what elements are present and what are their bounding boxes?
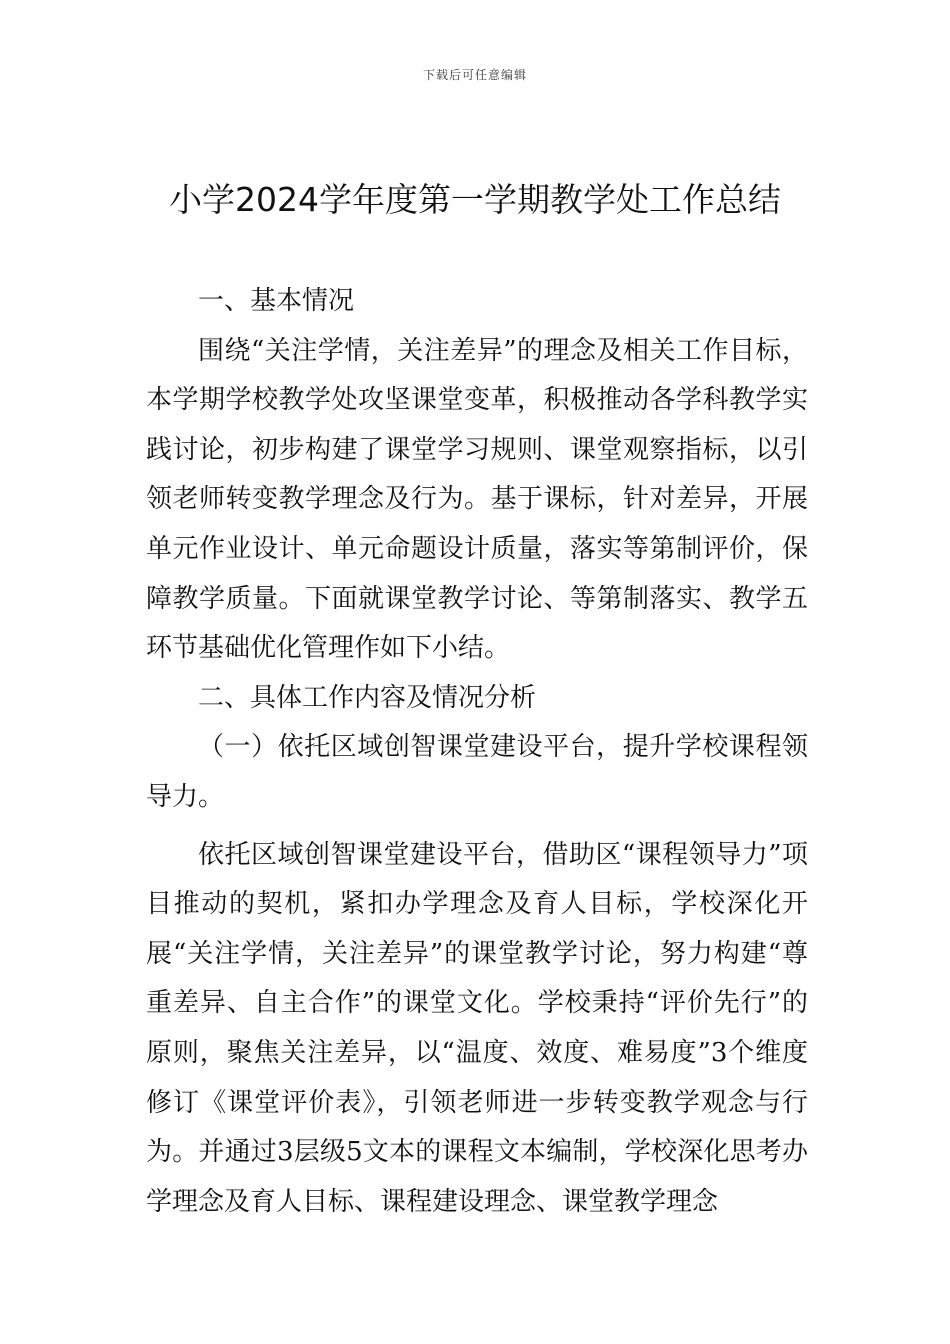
header-note: 下载后可任意编辑: [422, 68, 527, 82]
document-title: 小学2024学年度第一学期教学处工作总结: [169, 180, 781, 219]
subsection-heading-1: （一）依托区域创智课堂建设平台，提升学校课程领导力。: [146, 732, 808, 812]
paragraph-subsection-1: 依托区域创智课堂建设平台，借助区“课程领导力”项目推动的契机，紧扣办学理念及育人目标，学校深化开展“关注学情，关注差异”的课堂教学讨论，努力构建“尊重差异、自主合作”的课堂文化。学校秉持“评价先行”的原则，聚焦关注差异，以“温度、效度、难易度”3个维度修订《课堂评价表》，引领老师进一步转变教学观念与行为。并通过3层级5文本的课程文本编制，学校深化思考办学理念及育人目标、课程建设理念、课堂教学理念: [146, 839, 808, 1217]
section-heading-details: 二、具体工作内容及情况分析: [198, 682, 537, 713]
document-body: [146, 277, 808, 1227]
section-heading-basic: 一、基本情况: [198, 286, 355, 316]
paragraph-gap: [146, 823, 808, 831]
paragraph-basic-situation: 围绕“关注学情，关注差异”的理念及相关工作目标，本学期学校教学处攻坚课堂变革，积极推动各学科教学实践讨论，初步构建了课堂学习规则、课堂观察指标，以引领老师转变教学理念及行为。基于课标，针对差异，开展单元作业设计、单元命题设计质量，落实等第制评价，保障教学质量。下面就课堂教学讨论、等第制落实、教学五环节基础优化管理作如下小结。: [146, 335, 808, 664]
